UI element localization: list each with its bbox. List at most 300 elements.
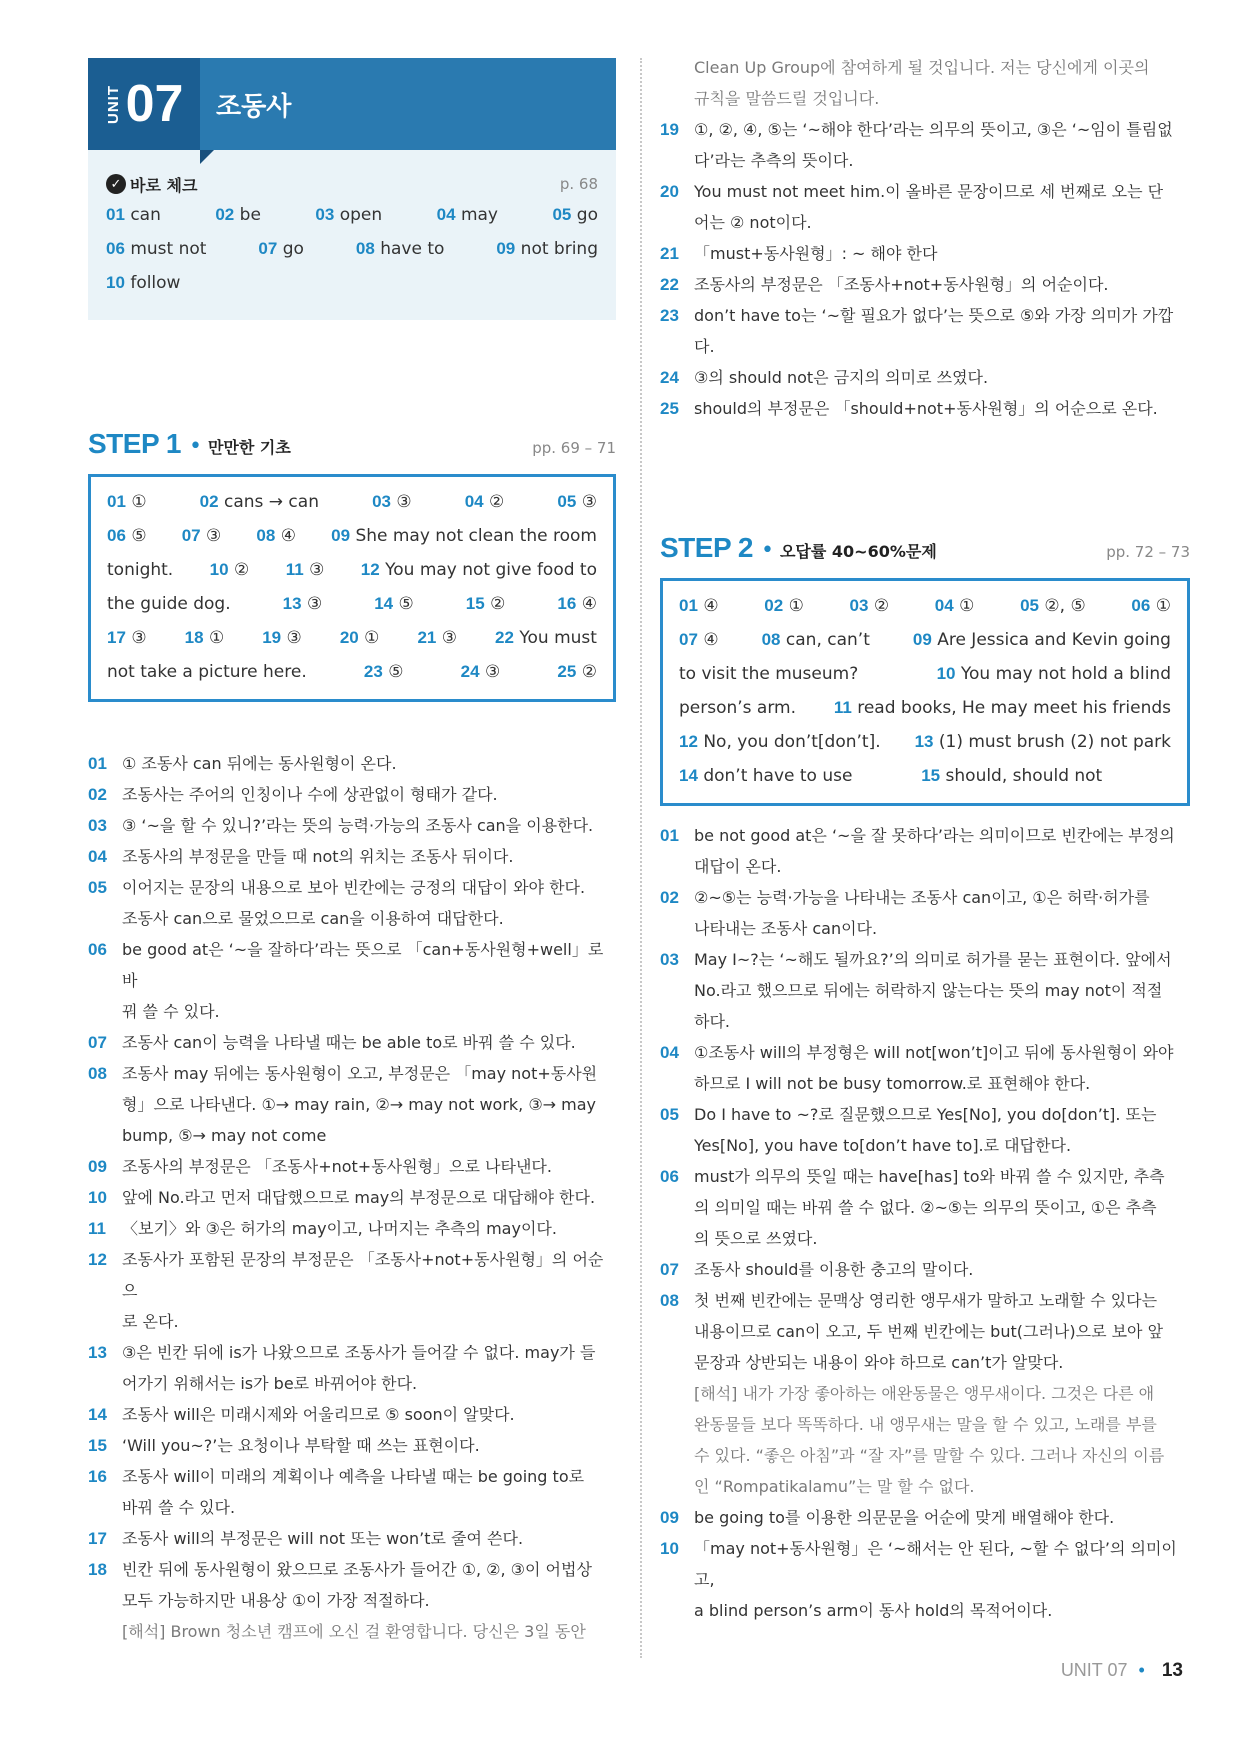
explanation-item xyxy=(660,393,1190,424)
explanation-item xyxy=(88,779,616,810)
explanation-number: 07 xyxy=(88,1033,107,1052)
explanation-text xyxy=(694,114,1190,176)
answer-text: ④ xyxy=(703,630,719,650)
explanation-number: 19 xyxy=(660,120,679,139)
explanation-line: ① 조동사 can 뒤에는 동사원형이 온다. xyxy=(122,754,397,773)
answer-number: 05 xyxy=(557,492,577,511)
explanation-item xyxy=(88,1430,616,1461)
answer-line xyxy=(107,621,597,655)
step2-label xyxy=(660,532,937,564)
explanation-line: 바꿔 쓸 수 있다. xyxy=(122,1498,236,1517)
explanation-number: 01 xyxy=(660,826,679,845)
answer-number: 01 xyxy=(107,492,126,511)
answer-number: 08 xyxy=(256,526,276,545)
answer-number: 01 xyxy=(679,596,698,615)
answer-text: may xyxy=(460,205,498,225)
answer-number: 03 xyxy=(849,596,869,615)
explanation-number: 08 xyxy=(660,1291,679,1310)
answer-number: 15 xyxy=(465,594,485,613)
explanation-line: 조동사의 부정문은 「조동사+not+동사원형」의 어순이다. xyxy=(694,275,1109,294)
answer-number: 11 xyxy=(833,698,852,717)
step1-subtitle: 만만한 기초 xyxy=(207,438,291,457)
explanation-line: 조동사 should를 이용한 충고의 말이다. xyxy=(694,1260,974,1279)
explanation-line: 「may not+동사원형」은 ‘~해서는 안 된다, ~할 수 없다’의 의미이고, xyxy=(694,1539,1177,1589)
explanation-number: 05 xyxy=(660,1105,679,1124)
explanation-line: 의 뜻으로 쓰였다. xyxy=(694,1229,818,1248)
answer-item xyxy=(374,594,414,614)
step1-explanations-continued xyxy=(660,52,1190,424)
answer-number: 07 xyxy=(679,630,698,649)
answer-text: You may not give food to xyxy=(385,560,597,580)
answer-item xyxy=(557,662,597,682)
explanation-line: a blind person’s arm이 동사 hold의 목적어이다. xyxy=(694,1601,1053,1620)
answer-item xyxy=(465,492,505,512)
answer-text: read books, He may meet his friends xyxy=(857,698,1171,718)
explanation-line: 앞에 No.라고 먼저 대답했으므로 may의 부정문으로 대답해야 한다. xyxy=(122,1188,596,1207)
answer-item xyxy=(557,594,597,614)
answer-number: 20 xyxy=(339,628,359,647)
explanation-text xyxy=(122,1461,616,1523)
answer-row xyxy=(106,232,598,266)
answer-item xyxy=(200,492,319,512)
answer-item xyxy=(417,628,457,648)
answer-text: ② xyxy=(489,492,505,512)
explanation-line: 조동사 can으로 물었으므로 can을 이용하여 대답한다. xyxy=(122,909,504,928)
explanation-number: 23 xyxy=(660,306,679,325)
explanation-item xyxy=(88,1337,616,1399)
answer-text: ③ xyxy=(206,526,222,546)
answer-number: 17 xyxy=(107,628,126,647)
explanation-text xyxy=(694,1037,1190,1099)
explanation-line: bump, ⑤→ may not come xyxy=(122,1126,327,1145)
answer-item xyxy=(496,239,598,259)
explanation-number: 10 xyxy=(88,1188,107,1207)
explanation-text xyxy=(694,1502,1190,1533)
explanation-text xyxy=(122,779,616,810)
explanation-line: 조동사의 부정문은 「조동사+not+동사원형」으로 나타낸다. xyxy=(122,1157,552,1176)
answer-item xyxy=(331,526,597,546)
explanation-line: 대답이 온다. xyxy=(694,857,782,876)
indent xyxy=(660,52,694,114)
step1-answers xyxy=(107,485,597,689)
answer-text: ② xyxy=(581,662,597,682)
explanation-number: 06 xyxy=(88,940,107,959)
explanation-item xyxy=(88,1244,616,1337)
explanation-text xyxy=(694,1161,1190,1254)
answer-text: (1) must brush (2) not park xyxy=(938,732,1171,752)
explanation-text xyxy=(694,269,1190,300)
answer-line xyxy=(107,587,597,621)
answer-text: don’t have to use xyxy=(703,766,853,786)
explanation-line: Do I have to ~?로 질문했으므로 Yes[No], you do[don’t]. 또는 xyxy=(694,1105,1157,1124)
explanation-line: 내용이므로 can이 오고, 두 번째 빈칸에는 but(그러나)으로 보아 앞 xyxy=(694,1322,1164,1341)
answer-item xyxy=(1020,596,1086,616)
answer-text: can, can’t xyxy=(785,630,870,650)
answer-number: 11 xyxy=(285,560,304,579)
explanation-number: 13 xyxy=(88,1343,107,1362)
answer-text: Are Jessica and Kevin going xyxy=(937,630,1171,650)
answer-text: ① xyxy=(131,492,147,512)
explanation-line: No.라고 했으므로 뒤에는 허락하지 않는다는 뜻의 may not이 적절 xyxy=(694,981,1163,1000)
answer-text: cans → can xyxy=(223,492,319,512)
answer-text: ① xyxy=(959,596,975,616)
explanation-item xyxy=(88,841,616,872)
explanation-line: 「must+동사원형」: ~ 해야 한다 xyxy=(694,244,938,263)
explanation-line: ③은 빈칸 뒤에 is가 나왔으므로 조동사가 들어갈 수 없다. may가 들 xyxy=(122,1343,596,1362)
answer-number: 03 xyxy=(315,205,335,224)
explanation-text xyxy=(122,1337,616,1399)
answer-text: must not xyxy=(130,239,207,259)
answer-text: have to xyxy=(380,239,445,259)
explanation-item xyxy=(88,748,616,779)
answer-text: open xyxy=(339,205,383,225)
explanation-text xyxy=(694,882,1190,944)
explanation-text xyxy=(122,872,616,934)
explanation-number: 03 xyxy=(660,950,679,969)
answer-text: ③ xyxy=(131,628,147,648)
explanation-text xyxy=(694,1285,1190,1502)
answer-text: the guide dog. xyxy=(107,594,231,614)
answer-item xyxy=(256,526,296,546)
answer-text: ③ xyxy=(309,560,325,580)
explanation-line: ①조동사 will의 부정형은 will not[won’t]이고 뒤에 동사원형이 와야 xyxy=(694,1043,1174,1062)
answer-item xyxy=(315,205,382,225)
answer-line xyxy=(679,691,1171,725)
answer-item xyxy=(679,698,796,718)
answer-number: 23 xyxy=(363,662,383,681)
answer-text: She may not clean the room xyxy=(355,526,597,546)
explanation-text xyxy=(122,1554,616,1647)
answer-number: 07 xyxy=(181,526,201,545)
answer-item xyxy=(372,492,412,512)
explanation-line: ③ ‘~을 할 수 있니?’라는 뜻의 능력·가능의 조동사 can을 이용한다. xyxy=(122,816,594,835)
explanation-item xyxy=(88,1399,616,1430)
answer-number: 12 xyxy=(679,732,698,751)
page-footer xyxy=(1061,1660,1183,1682)
answer-line xyxy=(107,553,597,587)
left-column xyxy=(88,58,616,1647)
step2-page: pp. 72 – 73 xyxy=(1106,543,1190,561)
answer-number: 24 xyxy=(460,662,480,681)
answer-text: You may not hold a blind xyxy=(960,664,1171,684)
answer-number: 02 xyxy=(199,492,219,511)
explanation-item xyxy=(660,300,1190,362)
explanation-number: 02 xyxy=(88,785,107,804)
answer-row xyxy=(106,266,598,300)
explanation-text xyxy=(122,1027,616,1058)
explanation-item xyxy=(660,1161,1190,1254)
explanation-line: ‘Will you~?’는 요청이나 부탁할 때 쓰는 표현이다. xyxy=(122,1436,480,1455)
answer-item xyxy=(437,205,498,225)
answer-text: person’s arm. xyxy=(679,698,797,718)
explanation-line: 어가기 위해서는 is가 be로 바뀌어야 한다. xyxy=(122,1374,418,1393)
answer-item xyxy=(106,205,161,225)
explanation-line: 꿔 쓸 수 있다. xyxy=(122,1002,220,1021)
translation-note xyxy=(694,52,1190,114)
explanation-line: must가 의무의 뜻일 때는 have[has] to와 바꿔 쓸 수 있지만, 추측 xyxy=(694,1167,1165,1186)
step2-answer-box xyxy=(660,578,1190,806)
explanation-item xyxy=(88,1182,616,1213)
explanation-number: 09 xyxy=(660,1508,679,1527)
translation-line: 규칙을 말씀드릴 것입니다. xyxy=(694,89,880,108)
answer-line xyxy=(679,759,1171,793)
answer-text: should, should not xyxy=(945,766,1103,786)
explanation-text xyxy=(694,820,1190,882)
answer-number: 05 xyxy=(552,205,572,224)
explanation-item xyxy=(660,882,1190,944)
explanation-item xyxy=(660,269,1190,300)
explanation-number: 06 xyxy=(660,1167,679,1186)
explanation-line: 조동사 may 뒤에는 동사원형이 오고, 부정문은 「may not+동사원 xyxy=(122,1064,598,1083)
answer-item xyxy=(107,492,147,512)
answer-number: 05 xyxy=(1020,596,1039,615)
answer-text: go xyxy=(576,205,598,225)
explanation-number: 05 xyxy=(88,878,107,897)
answer-row xyxy=(106,198,598,232)
answer-item xyxy=(340,628,380,648)
answer-item xyxy=(921,766,1102,786)
explanation-line: 조동사의 부정문을 만들 때 not의 위치는 조동사 뒤이다. xyxy=(122,847,514,866)
explanation-text xyxy=(694,944,1190,1037)
answer-number: 09 xyxy=(912,630,932,649)
answer-line xyxy=(107,519,597,553)
column-divider xyxy=(640,58,642,1658)
answer-item xyxy=(361,560,597,580)
answer-item xyxy=(679,732,881,752)
explanation-line: ③의 should not은 금지의 의미로 쓰였다. xyxy=(694,368,989,387)
answer-number: 14 xyxy=(679,766,698,785)
explanation-line: You must not meet him.이 올바른 문장이므로 세 번째로 오는 단 xyxy=(694,182,1164,201)
answer-number: 25 xyxy=(557,662,577,681)
explanation-item xyxy=(88,1213,616,1244)
answer-item xyxy=(937,664,1171,684)
explanation-number: 08 xyxy=(88,1064,107,1083)
explanation-number: 09 xyxy=(88,1157,107,1176)
answer-item xyxy=(834,698,1171,718)
explanation-line: 이어지는 문장의 내용으로 보아 빈칸에는 긍정의 대답이 와야 한다. xyxy=(122,878,586,897)
answer-text: ② xyxy=(873,596,890,616)
answer-text: ②, ⑤ xyxy=(1044,596,1086,616)
explanation-number: 22 xyxy=(660,275,679,294)
answer-item xyxy=(107,662,307,682)
step2-answers xyxy=(679,589,1171,793)
step1-label xyxy=(88,428,291,460)
step2-header xyxy=(660,532,1190,572)
answer-item xyxy=(106,273,180,293)
explanation-item xyxy=(88,934,616,1027)
explanation-line: be not good at은 ‘~을 잘 못하다’라는 의미이므로 빈칸에는 부정의 xyxy=(694,826,1175,845)
answer-number: 01 xyxy=(106,205,125,224)
answer-number: 18 xyxy=(184,628,204,647)
explanation-text xyxy=(122,1523,616,1554)
answer-number: 06 xyxy=(1131,596,1151,615)
answer-number: 06 xyxy=(107,526,126,545)
unit-banner xyxy=(88,58,616,150)
explanation-item xyxy=(88,1461,616,1523)
answer-number: 21 xyxy=(417,628,437,647)
answer-item xyxy=(679,766,852,786)
answer-number: 08 xyxy=(761,630,781,649)
answer-number: 12 xyxy=(360,560,380,579)
explanation-number: 16 xyxy=(88,1467,107,1486)
explanation-text xyxy=(122,1430,616,1461)
explanation-list xyxy=(660,114,1190,424)
answer-number: 10 xyxy=(936,664,956,683)
explanation-number: 15 xyxy=(88,1436,107,1455)
explanation-line: 첫 번째 빈칸에는 문맥상 영리한 앵무새가 말하고 노래할 수 있다는 xyxy=(694,1291,1158,1310)
explanation-line: Yes[No], you have to[don’t have to].로 대답한다. xyxy=(694,1136,1072,1155)
answer-text: ② xyxy=(233,560,250,580)
explanation-line: 어는 ② not이다. xyxy=(694,213,812,232)
answer-number: 09 xyxy=(331,526,351,545)
translation-note: 수 있다. “좋은 아침”과 “잘 자”를 말할 수 있다. 그러나 자신의 이름 xyxy=(694,1446,1165,1465)
answer-item xyxy=(107,560,173,580)
explanation-line: 〈보기〉와 ③은 허가의 may이고, 나머지는 추측의 may이다. xyxy=(122,1219,557,1238)
explanation-line: 하므로 I will not be busy tomorrow.로 표현해야 한다. xyxy=(694,1074,1091,1093)
answer-text: tonight. xyxy=(107,560,174,580)
explanation-text xyxy=(122,934,616,1027)
unit-word: UNIT xyxy=(104,84,122,124)
answer-item xyxy=(461,662,501,682)
explanation-text xyxy=(694,1099,1190,1161)
translation-note: 완동물들 보다 똑똑하다. 내 앵무새는 말을 할 수 있고, 노래를 부를 xyxy=(694,1415,1157,1434)
answer-item xyxy=(364,662,404,682)
explanation-text xyxy=(122,748,616,779)
answer-line xyxy=(679,623,1171,657)
answer-text: ① xyxy=(1155,596,1171,616)
answer-number: 08 xyxy=(355,239,375,258)
answer-text: ① xyxy=(364,628,380,648)
explanation-item xyxy=(88,1151,616,1182)
answer-number: 16 xyxy=(557,594,577,613)
explanation-item xyxy=(660,114,1190,176)
answer-text: ⑤ xyxy=(388,662,404,682)
answer-text: not take a picture here. xyxy=(107,662,307,682)
answer-text: ④ xyxy=(703,596,719,616)
explanation-line: don’t have to는 ‘~할 필요가 없다’는 뜻으로 ⑤와 가장 의미가 가깝다. xyxy=(694,306,1174,356)
footer-unit: UNIT 07 xyxy=(1060,1660,1128,1680)
explanation-item xyxy=(88,1554,616,1647)
explanation-number: 21 xyxy=(660,244,679,263)
explanation-item xyxy=(88,1027,616,1058)
answer-text: ③ xyxy=(286,628,302,648)
answer-number: 04 xyxy=(464,492,484,511)
explanation-number: 25 xyxy=(660,399,679,418)
explanation-item xyxy=(660,1533,1190,1626)
answer-text: ④ xyxy=(581,594,597,614)
answer-number: 02 xyxy=(764,596,784,615)
answer-item xyxy=(915,732,1171,752)
answer-text: No, you don’t[don’t]. xyxy=(703,732,881,752)
explanation-item xyxy=(660,1254,1190,1285)
step1-page: pp. 69 – 71 xyxy=(532,439,616,457)
explanation-number: 02 xyxy=(660,888,679,907)
answer-line xyxy=(679,589,1171,623)
explanation-item xyxy=(660,238,1190,269)
explanation-text xyxy=(122,810,616,841)
check-circle-icon: ✓ xyxy=(106,174,126,194)
explanation-item xyxy=(660,1099,1190,1161)
answer-number: 22 xyxy=(495,628,514,647)
step1-answer-box xyxy=(88,474,616,702)
explanation-line: 조동사 can이 능력을 나타낼 때는 be able to로 바꿔 쓸 수 있다. xyxy=(122,1033,576,1052)
answer-item xyxy=(679,596,719,616)
explanation-text xyxy=(122,1058,616,1151)
explanation-text xyxy=(122,1399,616,1430)
explanation-number: 14 xyxy=(88,1405,107,1424)
answer-number: 10 xyxy=(106,273,125,292)
explanation-number: 01 xyxy=(88,754,107,773)
answer-item xyxy=(466,594,506,614)
quick-check-answers xyxy=(106,198,598,300)
answer-item xyxy=(107,594,231,614)
answer-number: 04 xyxy=(934,596,954,615)
explanation-line: be good at은 ‘~을 잘하다’라는 뜻으로 「can+동사원형+well」로 바 xyxy=(122,940,604,990)
translation-note: [해석] 내가 가장 좋아하는 애완동물은 앵무새이다. 그것은 다른 애 xyxy=(694,1384,1155,1403)
explanation-number: 04 xyxy=(660,1043,679,1062)
explanation-line: 로 온다. xyxy=(122,1312,179,1331)
explanation-line: 조동사 will이 미래의 계획이나 예측을 나타낼 때는 be going to로 xyxy=(122,1467,585,1486)
explanation-text xyxy=(694,1533,1190,1626)
explanation-item xyxy=(88,872,616,934)
explanation-number: 17 xyxy=(88,1529,107,1548)
explanation-text xyxy=(122,1213,616,1244)
explanation-line: 모두 가능하지만 내용상 ①이 가장 적절하다. xyxy=(122,1591,430,1610)
answer-number: 02 xyxy=(215,205,235,224)
answer-text: ③ xyxy=(306,594,323,614)
answer-number: 04 xyxy=(436,205,456,224)
answer-text: ③ xyxy=(485,662,501,682)
answer-item xyxy=(185,628,225,648)
explanation-line: ①, ②, ④, ⑤는 ‘~해야 한다’라는 의무의 뜻이고, ③은 ‘~임이 틀림없 xyxy=(694,120,1173,139)
translation-note: [해석] Brown 청소년 캠프에 오신 걸 환영합니다. 당신은 3일 동안 xyxy=(122,1622,586,1641)
answer-item xyxy=(258,239,304,259)
explanation-line: 조동사 will은 미래시제와 어울리므로 ⑤ soon이 알맞다. xyxy=(122,1405,515,1424)
explanation-number: 24 xyxy=(660,368,679,387)
explanation-text xyxy=(694,176,1190,238)
explanation-line: 다’라는 추측의 뜻이다. xyxy=(694,151,854,170)
page-number: 13 xyxy=(1161,1660,1183,1681)
unit-tag xyxy=(88,58,200,150)
explanation-text xyxy=(694,1254,1190,1285)
answer-text: be xyxy=(239,205,261,225)
explanation-item xyxy=(88,810,616,841)
answer-text: to visit the museum? xyxy=(679,664,859,684)
answer-item xyxy=(210,560,250,580)
quick-check-label: 바로 체크 xyxy=(130,175,198,195)
answer-line xyxy=(107,485,597,519)
explanation-item xyxy=(660,944,1190,1037)
explanation-item xyxy=(88,1058,616,1151)
answer-item xyxy=(106,239,206,259)
answer-line xyxy=(679,725,1171,759)
answer-number: 19 xyxy=(262,628,282,647)
step1-word: STEP 1 xyxy=(88,428,181,459)
answer-item xyxy=(182,526,222,546)
answer-item xyxy=(552,205,598,225)
answer-item xyxy=(107,628,147,648)
answer-item xyxy=(913,630,1171,650)
step1-header xyxy=(88,428,616,468)
answer-text: ⑤ xyxy=(131,526,147,546)
answer-item xyxy=(935,596,975,616)
explanation-item xyxy=(660,1285,1190,1502)
continued-note xyxy=(660,52,1190,114)
answer-text: can xyxy=(130,205,161,225)
answer-text: ③ xyxy=(441,628,458,648)
step1-explanations xyxy=(88,748,616,1647)
answer-text: ③ xyxy=(581,492,597,512)
